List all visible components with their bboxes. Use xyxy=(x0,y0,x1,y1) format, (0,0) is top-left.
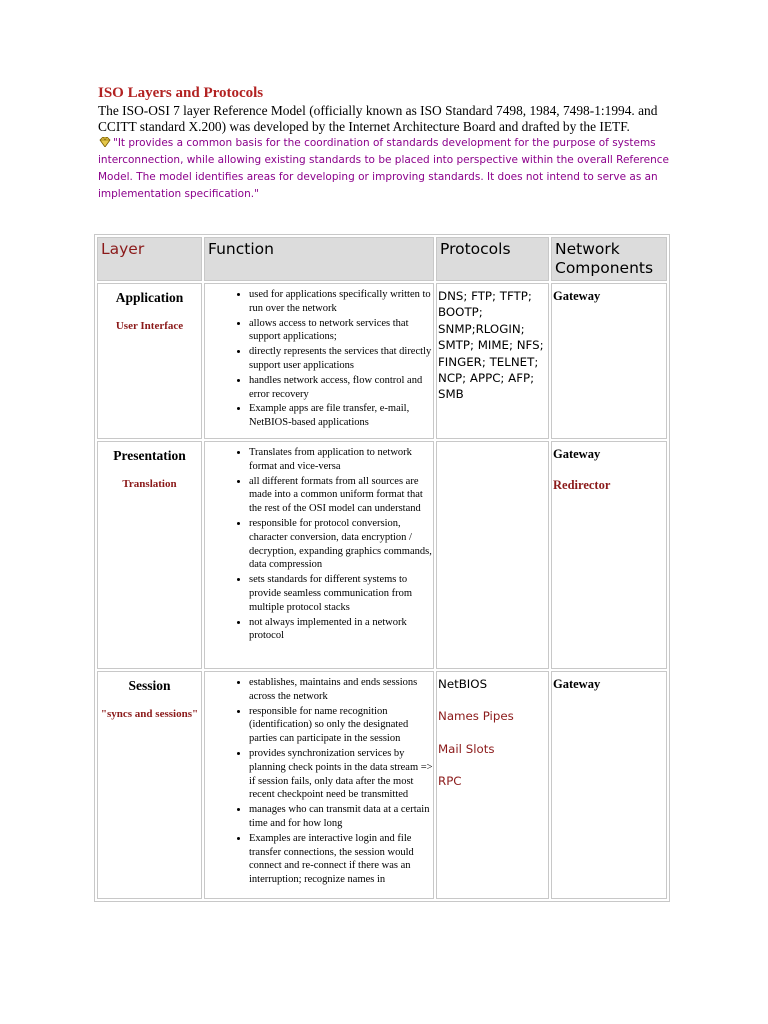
list-item: • provides synchronization services by planning check points in the data stream => if session fails, only data after the most recent checkpoint need be transmitted xyxy=(249,747,433,802)
header-layer: Layer xyxy=(97,237,202,281)
function-cell xyxy=(204,283,434,439)
osi-layers-table xyxy=(94,234,670,902)
list-item: • sets standards for different systems to provide seamless communication from multiple protocol stacks xyxy=(249,573,433,614)
function-list xyxy=(205,676,433,887)
list-item: • responsible for name recognition (identification) so only the designated parties can participate in the session xyxy=(249,705,433,746)
components-cell xyxy=(551,671,667,899)
quote-text: "It provides a common basis for the coordination of standards development for the purpose of systems interconnection, while allowing existing standards to be placed into perspective within the overall Reference Model. The model identifies areas for developing or improving standards. It does not intend to serve as an implementation specification." xyxy=(98,137,669,200)
list-item: • establishes, maintains and ends sessions across the network xyxy=(249,676,433,704)
layer-sublabel: Translation xyxy=(122,478,177,490)
table-row xyxy=(97,283,667,439)
list-item: • allows access to network services that support applications; xyxy=(249,317,433,345)
layer-sublabel: User Interface xyxy=(115,320,184,332)
header-network-components: Network Components xyxy=(551,237,667,281)
protocols-cell xyxy=(436,671,549,899)
function-cell xyxy=(204,441,434,669)
layer-cell xyxy=(97,441,202,669)
list-item: • responsible for protocol conversion, character conversion, data encryption / decryption, expanding graphics commands, data compression xyxy=(249,517,433,572)
document-body xyxy=(98,84,670,203)
protocol-netbios: NetBIOS xyxy=(438,677,488,691)
list-item: • manages who can transmit data at a certain time and for how long xyxy=(249,803,433,831)
protocol-list: DNS; FTP; TFTP; BOOTP; SNMP;RLOGIN; SMTP; MIME; NFS; FINGER; TELNET; NCP; APPC; AFP; SMB xyxy=(438,289,544,402)
list-item: • used for applications specifically written to run over the network xyxy=(249,288,433,316)
component-gateway: Gateway xyxy=(553,677,601,691)
component-gateway: Gateway xyxy=(553,289,601,303)
header-function: Function xyxy=(204,237,434,281)
list-item: • handles network access, flow control and error recovery xyxy=(249,374,433,402)
page-title: ISO Layers and Protocols xyxy=(98,85,264,101)
protocols-cell xyxy=(436,441,549,669)
layer-name: Session xyxy=(128,678,171,693)
list-item: • Examples are interactive login and file transfer connections, the session would connect and re-connect if there was an interruption; recognize names in xyxy=(249,832,433,887)
layer-name: Presentation xyxy=(113,448,186,463)
component-redirector: Redirector xyxy=(553,478,611,492)
protocol-mail-slots: Mail Slots xyxy=(438,741,495,756)
header-protocols: Protocols xyxy=(436,237,549,281)
table-row xyxy=(97,441,667,669)
intro-paragraph: The ISO-OSI 7 layer Reference Model (officially known as ISO Standard 7498, 1984, 7498-1:1994. and CCITT standard X.200) was developed by the Internet Architecture Board and drafted by the IETF. xyxy=(98,103,658,134)
quote-paragraph xyxy=(98,135,670,203)
function-cell xyxy=(204,671,434,899)
function-list xyxy=(205,446,433,643)
list-item: • all different formats from all sources are made into a common uniform format that the rest of the OSI model can understand xyxy=(249,475,433,516)
table-header-row xyxy=(97,237,667,281)
layer-name: Application xyxy=(115,290,184,305)
list-item: • Example apps are file transfer, e-mail, NetBIOS-based applications xyxy=(249,402,433,430)
components-cell xyxy=(551,441,667,669)
layer-cell xyxy=(97,671,202,899)
gem-icon xyxy=(98,137,112,147)
component-gateway: Gateway xyxy=(553,447,601,461)
function-list xyxy=(205,288,433,430)
protocol-names-pipes: Names Pipes xyxy=(438,709,514,724)
layer-cell xyxy=(97,283,202,439)
table-row xyxy=(97,671,667,899)
list-item: • Translates from application to network format and vice-versa xyxy=(249,446,433,474)
list-item: • not always implemented in a network protocol xyxy=(249,616,433,644)
components-cell xyxy=(551,283,667,439)
layer-sublabel: "syncs and sessions" xyxy=(100,708,199,720)
list-item: • directly represents the services that directly support user applications xyxy=(249,345,433,373)
protocol-rpc: RPC xyxy=(438,774,462,789)
protocols-cell xyxy=(436,283,549,439)
